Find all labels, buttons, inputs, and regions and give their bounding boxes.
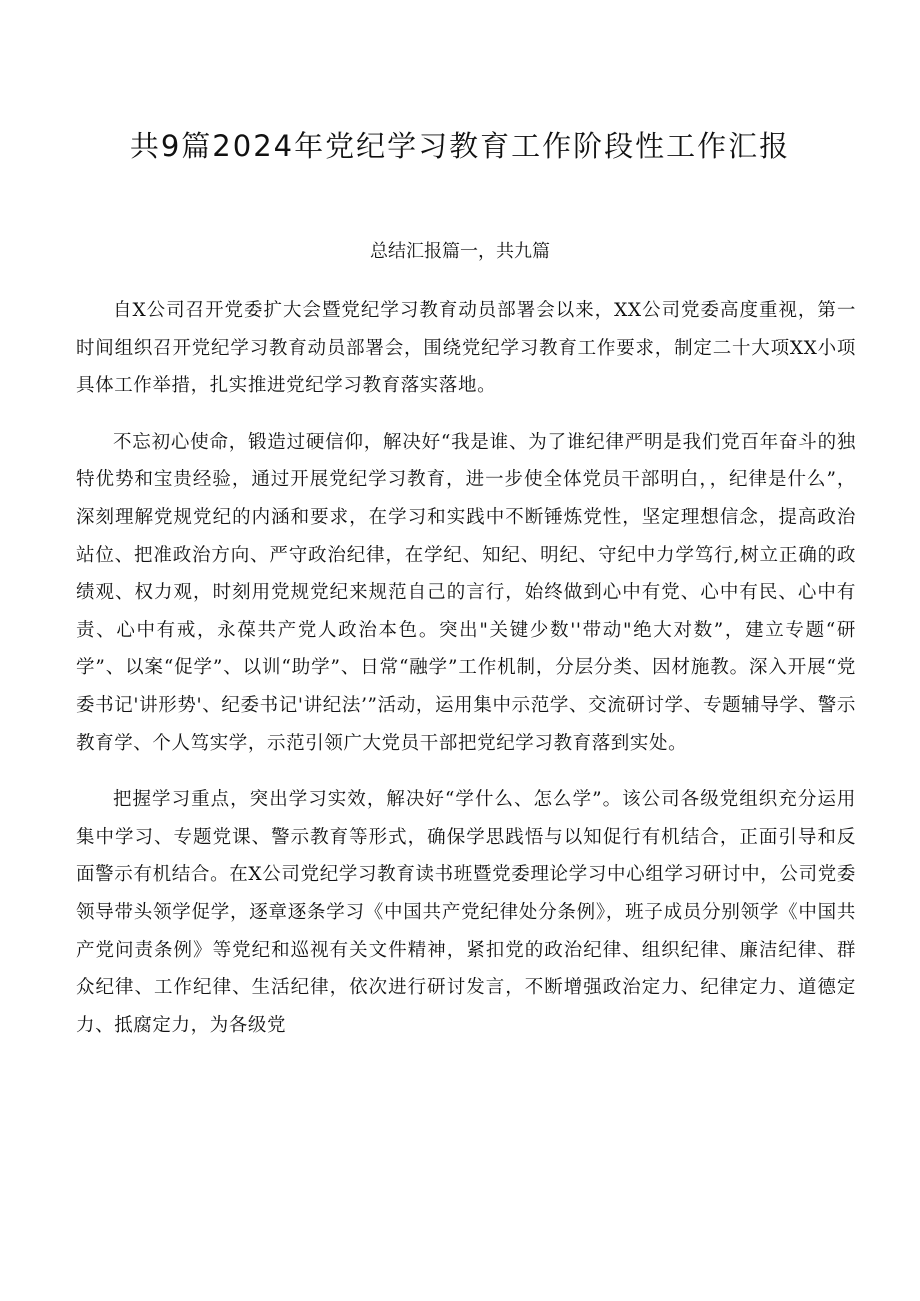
- section-subtitle: 总结汇报篇一，共九篇: [370, 241, 550, 262]
- paragraph-1: 自X公司召开党委扩大会暨党纪学习教育动员部署会以来，XX公司党委高度重视，第一时间组织召开党纪学习教育动员部署会，围绕党纪学习教育工作要求，制定二十大项XX小项具体工作举措，扎实推进党纪学习教育落实落地。: [76, 300, 856, 397]
- document-title: 共9篇2024年党纪学习教育工作阶段性工作汇报: [129, 129, 791, 163]
- document-body: [76, 292, 856, 1063]
- paragraph-2: 不忘初心使命，锻造过硬信仰，解决好“我是谁、为了谁纪律严明是我们党百年奋斗的独特优势和宝贵经验，通过开展党纪学习教育，进一步使全体党员干部明白，，纪律是什么”，深刻理解党规党纪的内涵和要求，在学习和实践中不断锤炼党性，坚定理想信念，提高政治站位、把准政治方向、严守政治纪律，在学纪、知纪、明纪、守纪中力学笃行,树立正确的政绩观、权力观，时刻用党规党纪来规范自己的言行，始终做到心中有党、心中有民、心中有责、心中有戒，永葆共产党人政治本色。突出"关键少数''带动"绝大对数”，建立专题“研学”、以案“促学”、以训“助学”、日常“融学”工作机制，分层分类、因材施教。深入开展“党委书记'讲形势'、纪委书记'讲纪法’”活动，运用集中示范学、交流研讨学、专题辅导学、警示教育学、个人笃实学，示范引领广大党员干部把党纪学习教育落到实处。: [76, 431, 856, 754]
- paragraph-3: 把握学习重点，突出学习实效，解决好“学什么、怎么学”。该公司各级党组织充分运用集中学习、专题党课、警示教育等形式，确保学思践悟与以知促行有机结合，正面引导和反面警示有机结合。在X公司党纪学习教育读书班暨党委理论学习中心组学习研讨中，公司党委领导带头领学促学，逐章逐条学习《中国共产党纪律处分条例》，班子成员分别领学《中国共产党问责条例》等党纪和巡视有关文件精神，紧扣党的政治纪律、组织纪律、廉洁纪律、群众纪律、工作纪律、生活纪律，依次进行研讨发言，不断增强政治定力、纪律定力、道德定力、抵腐定力，为各级党: [76, 789, 856, 1036]
